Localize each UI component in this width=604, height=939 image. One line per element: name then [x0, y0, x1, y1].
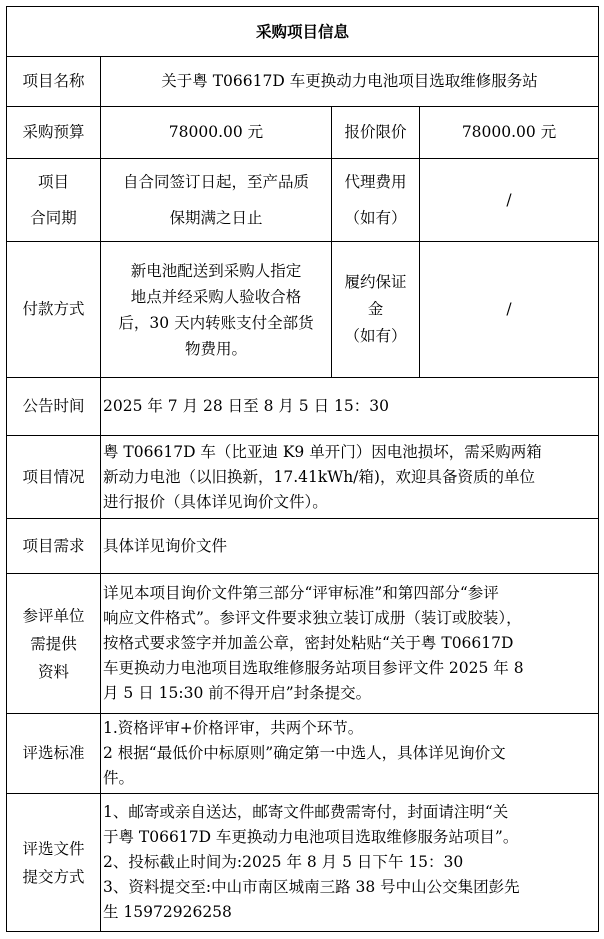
contract-period-label-line-2: 合同期: [30, 209, 77, 227]
performance-bond-value: /: [420, 242, 599, 378]
performance-bond-label-line-2: 金: [367, 300, 384, 318]
selection-criteria-label: 评选标准: [7, 714, 101, 794]
submission-method-line-5: 生 15972926258: [103, 903, 232, 921]
project-situation-line-2: 新动力电池（以旧换新，17.41kWh/箱)，欢迎具备资质的单位: [103, 467, 535, 486]
project-name-row: [7, 57, 599, 107]
payment-value-line-4: 物费用。: [184, 339, 247, 358]
budget-label: 采购预算: [7, 107, 101, 159]
submission-method-value: [101, 794, 599, 932]
required-materials-label-line-2: 需提供: [30, 634, 77, 653]
submission-method-row: [7, 794, 599, 932]
agency-fee-label-line-1: 代理费用: [344, 173, 407, 191]
project-requirements-value: 具体详见询价文件: [101, 519, 599, 574]
required-materials-line-3: 按格式要求签字并加盖公章，密封处粘贴“关于粤 T06617D: [103, 634, 514, 652]
payment-value-line-3: 后，30 天内转账支付全部货: [118, 313, 314, 332]
title-row: [7, 7, 599, 57]
contract-period-value-line-1: 自合同签订日起，至产品质: [122, 173, 309, 191]
project-name-value: 关于粤 T06617D 车更换动力电池项目选取维修服务站: [101, 57, 599, 107]
required-materials-line-2: 响应文件格式”。参评文件要求独立装订成册（装订或胶装），: [103, 609, 522, 627]
project-requirements-row: [7, 519, 599, 574]
payment-row: [7, 242, 599, 378]
payment-value-line-2: 地点并经采购人验收合格: [130, 287, 302, 306]
project-situation-value: [101, 436, 599, 519]
project-situation-label: 项目情况: [7, 436, 101, 519]
payment-value-line-1: 新电池配送到采购人指定: [130, 261, 302, 280]
required-materials-line-1: 详见本项目询价文件第三部分“评审标准”和第四部分“参评: [103, 584, 499, 602]
performance-bond-label: [332, 242, 420, 378]
required-materials-label-line-1: 参评单位: [22, 606, 85, 625]
submission-method-label-line-1: 评选文件: [22, 839, 85, 858]
submission-method-line-4: 3、资料提交至:中山市南区城南三路 38 号中山公交集团彭先: [103, 878, 520, 896]
project-situation-row: [7, 436, 599, 519]
table-title: 采购项目信息: [7, 7, 599, 57]
budget-value: 78000.00 元: [101, 107, 332, 159]
submission-method-line-3: 2、投标截止时间为:2025 年 8 月 5 日下午 15：30: [103, 853, 464, 871]
required-materials-row: [7, 574, 599, 714]
contract-period-value: [101, 159, 332, 242]
price-limit-label: 报价限价: [332, 107, 420, 159]
contract-period-row: [7, 159, 599, 242]
project-situation-line-3: 进行报价（具体详见询价文件）。: [103, 492, 328, 511]
selection-criteria-line-2: 2 根据“最低价中标原则”确定第一中选人，具体详见询价文: [103, 744, 506, 762]
notice-time-value: 2025 年 7 月 28 日至 8 月 5 日 15：30: [101, 378, 599, 436]
agency-fee-label: [332, 159, 420, 242]
budget-row: [7, 107, 599, 159]
performance-bond-label-line-1: 履约保证: [344, 273, 407, 291]
procurement-info-table: [6, 6, 599, 932]
notice-time-label: 公告时间: [7, 378, 101, 436]
selection-criteria-value: [101, 714, 599, 794]
selection-criteria-row: [7, 714, 599, 794]
project-name-label: 项目名称: [7, 57, 101, 107]
submission-method-line-1: 1、邮寄或亲自送达，邮寄文件邮费需寄付，封面请注明“关: [103, 803, 509, 821]
required-materials-line-5: 月 5 日 15:30 前不得开启”封条提交。: [103, 684, 372, 702]
project-situation-line-1: 粤 T06617D 车（比亚迪 K9 单开门）因电池损坏，需采购两箱: [103, 442, 542, 461]
price-limit-value: 78000.00 元: [420, 107, 599, 159]
submission-method-label-line-2: 提交方式: [22, 867, 85, 886]
agency-fee-label-line-2: （如有）: [344, 209, 407, 227]
required-materials-value: [101, 574, 599, 714]
required-materials-line-4: 车更换动力电池项目选取维修服务站项目参评文件 2025 年 8: [103, 659, 524, 677]
payment-label: 付款方式: [7, 242, 101, 378]
submission-method-line-2: 于粤 T06617D 车更换动力电池项目选取维修服务站项目”。: [103, 828, 519, 846]
notice-time-row: [7, 378, 599, 436]
selection-criteria-line-1: 1.资格评审+价格评审，共两个环节。: [103, 719, 364, 737]
contract-period-label-line-1: 项目: [37, 173, 69, 191]
selection-criteria-line-3: 件。: [103, 769, 135, 787]
contract-period-value-line-2: 保期满之日止: [169, 209, 263, 227]
required-materials-label-line-3: 资料: [37, 662, 69, 681]
payment-value: [101, 242, 332, 378]
submission-method-label: [7, 794, 101, 932]
project-requirements-label: 项目需求: [7, 519, 101, 574]
agency-fee-value: /: [420, 159, 599, 242]
contract-period-label: [7, 159, 101, 242]
required-materials-label: [7, 574, 101, 714]
performance-bond-label-line-3: （如有）: [344, 327, 407, 345]
